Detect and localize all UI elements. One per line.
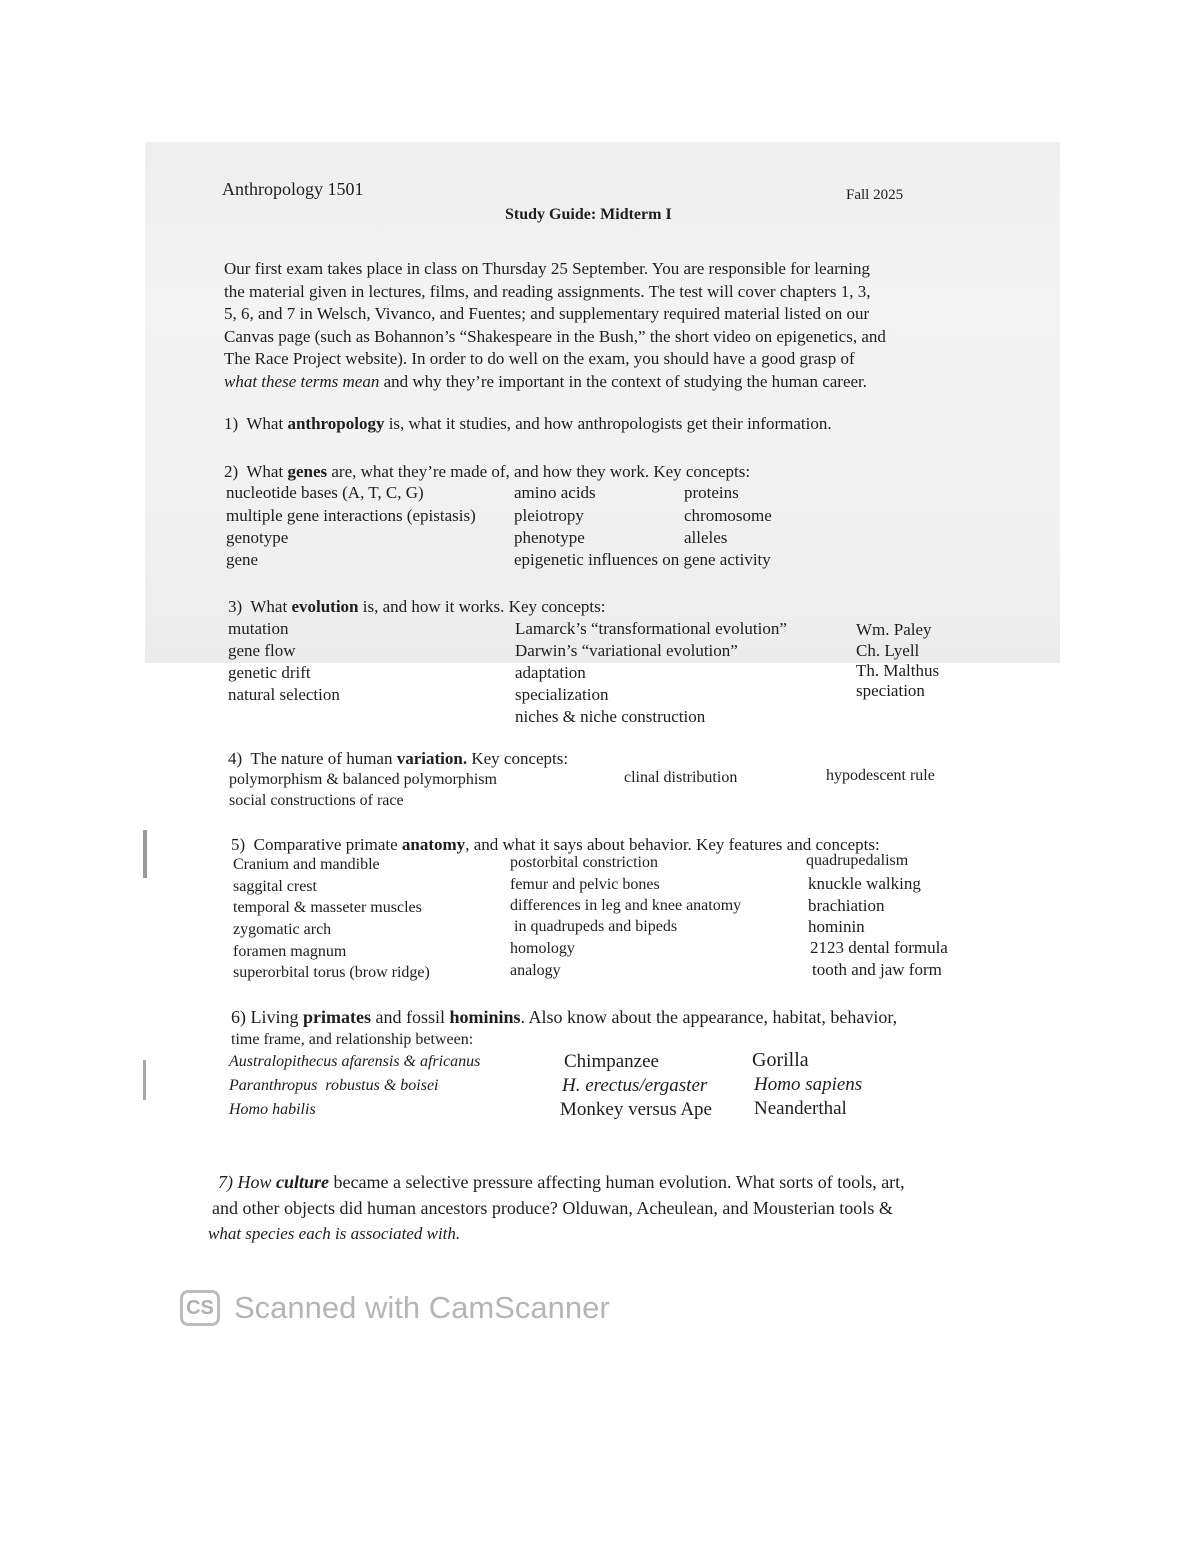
heading-text: is, what it studies, and how anthropologists get their information. (384, 414, 832, 433)
concept-item: Lamarck’s “transformational evolution” (515, 619, 787, 638)
concept-item: speciation (856, 681, 925, 700)
concept-item: genetic drift (228, 663, 311, 682)
intro-line: Our first exam takes place in class on Thursday 25 September. You are responsible for learning (224, 259, 870, 278)
concept-item: Homo sapiens (754, 1074, 863, 1095)
section-5-heading (231, 836, 880, 853)
heading-text: is, and how it works. Key concepts: (358, 597, 606, 616)
concept-item: phenotype (514, 528, 585, 547)
heading-text: What (246, 414, 288, 433)
heading-text: . Also know about the appearance, habitat, behavior, (520, 1007, 898, 1027)
section-7-line-1 (218, 1173, 905, 1191)
concept-item: zygomatic arch (233, 921, 332, 938)
section-6-subheading: time frame, and relationship between: (231, 1031, 474, 1048)
heading-keyword: primates (303, 1007, 371, 1027)
section-number: 5) (231, 835, 246, 854)
heading-text: are, what they’re made of, and how they work. Key concepts: (327, 462, 751, 481)
heading-keyword: evolution (291, 597, 359, 616)
concept-item: postorbital constriction (510, 854, 658, 871)
intro-line: Canvas page (such as Bohannon’s “Shakespeare in the Bush,” the short video on epigenetics, and (224, 326, 886, 346)
heading-keyword: anatomy (401, 835, 466, 854)
camscanner-watermark: Scanned with CamScanner (234, 1290, 610, 1325)
heading-text: and fossil (370, 1007, 450, 1027)
concept-item: alleles (684, 528, 728, 547)
heading-text: , and what it says about behavior. Key features and concepts: (465, 835, 880, 854)
concept-item: brachiation (808, 896, 885, 915)
concept-item: niches & niche construction (515, 707, 706, 726)
concept-item: pleiotropy (514, 506, 584, 525)
concept-item: saggital crest (233, 878, 317, 895)
heading-keyword: anthropology (287, 414, 385, 433)
concept-item: Homo habilis (229, 1101, 316, 1118)
section-3-heading (228, 598, 605, 615)
concept-item: Ch. Lyell (856, 641, 920, 660)
concept-item: 2123 dental formula (810, 938, 948, 957)
concept-item: amino acids (514, 483, 596, 502)
heading-keyword: genes (287, 462, 328, 481)
concept-item: genotype (226, 528, 289, 547)
concept-item: mutation (228, 619, 289, 638)
heading-text: What (246, 462, 288, 481)
scan-edge-mark (143, 1060, 146, 1100)
camscanner-logo-icon: CS (180, 1290, 220, 1326)
intro-paragraph (224, 258, 954, 393)
term-label: Fall 2025 (846, 187, 904, 203)
concept-item: Darwin’s “variational evolution” (515, 641, 738, 660)
concept-item: gene (226, 550, 259, 569)
concept-item: epigenetic influences on gene activity (514, 550, 771, 569)
concept-item: social constructions of race (229, 792, 404, 809)
heading-keyword: variation. (396, 749, 468, 768)
concept-item: analogy (510, 962, 561, 979)
heading-text: became a selective pressure affecting human evolution. What sorts of tools, art, (329, 1172, 905, 1192)
concept-item: clinal distribution (624, 769, 738, 786)
concept-item: Australopithecus afarensis & africanus (229, 1053, 481, 1070)
heading-keyword: culture (276, 1172, 330, 1192)
concept-item: differences in leg and knee anatomy (510, 897, 742, 914)
section-6-heading (231, 1008, 897, 1026)
concept-item: foramen magnum (233, 943, 347, 960)
concept-item: natural selection (228, 685, 340, 704)
concept-item: temporal & masseter muscles (233, 899, 422, 916)
concept-item: superorbital torus (brow ridge) (233, 964, 430, 981)
heading-text: Key concepts: (467, 749, 569, 768)
heading-text: What (250, 597, 292, 616)
intro-line: the material given in lectures, films, and reading assignments. The test will cover chapters 1, 3, (224, 281, 871, 301)
concept-item: Neanderthal (754, 1098, 847, 1119)
concept-item: homology (510, 940, 575, 957)
intro-line: The Race Project website). In order to do well on the exam, you should have a good grasp of (224, 349, 855, 368)
intro-line (224, 371, 954, 394)
heading-text: Comparative primate (253, 835, 402, 854)
intro-line-rest: and why they’re important in the context of studying the human career. (379, 371, 868, 391)
page-title: Study Guide: Midterm I (505, 206, 672, 223)
section-4-heading (228, 750, 568, 767)
concept-item: Paranthropus robustus & boisei (229, 1077, 439, 1094)
intro-emphasis: what these terms mean (224, 371, 380, 391)
concept-item: polymorphism & balanced polymorphism (229, 771, 497, 788)
section-number: 1) (224, 414, 239, 433)
concept-item: Th. Malthus (856, 661, 940, 680)
concept-item: H. erectus/ergaster (562, 1075, 708, 1096)
concept-item: in quadrupeds and bipeds (510, 918, 678, 935)
heading-text: The nature of human (250, 749, 397, 768)
concept-item: specialization (515, 685, 609, 704)
section-1-heading (224, 415, 832, 432)
concept-item: proteins (684, 483, 739, 502)
concept-item: Cranium and mandible (233, 856, 380, 873)
concept-item: adaptation (515, 663, 586, 682)
section-7-line-3: what species each is associated with. (208, 1224, 461, 1243)
heading-keyword: hominins (449, 1007, 521, 1027)
concept-item: quadrupedalism (806, 852, 909, 869)
concept-item: Wm. Paley (856, 620, 932, 639)
concept-item: tooth and jaw form (812, 960, 942, 979)
concept-item: Gorilla (752, 1049, 809, 1071)
section-2-heading (224, 463, 750, 480)
concept-item: nucleotide bases (A, T, C, G) (226, 483, 424, 502)
concept-item: Chimpanzee (564, 1051, 659, 1072)
intro-line: 5, 6, and 7 in Welsch, Vivanco, and Fuentes; and supplementary required material listed on our (224, 304, 870, 323)
concept-item: chromosome (684, 506, 772, 525)
section-number: 2) (224, 462, 239, 481)
section-number: 3) (228, 597, 243, 616)
scan-edge-mark (143, 830, 147, 878)
heading-text: How (237, 1172, 277, 1192)
concept-item: hominin (808, 917, 865, 936)
concept-item: knuckle walking (808, 874, 921, 893)
concept-item: Monkey versus Ape (560, 1099, 712, 1120)
concept-item: femur and pelvic bones (510, 876, 660, 893)
section-number: 7) (218, 1172, 233, 1192)
concept-item: multiple gene interactions (epistasis) (226, 506, 476, 525)
heading-text: Living (250, 1007, 303, 1027)
section-number: 4) (228, 749, 243, 768)
section-7-line-2: and other objects did human ancestors produce? Olduwan, Acheulean, and Mousterian tools & (212, 1198, 893, 1218)
concept-item: gene flow (228, 641, 296, 660)
concept-item: hypodescent rule (826, 767, 935, 784)
course-title: Anthropology 1501 (222, 179, 364, 199)
section-number: 6) (231, 1007, 246, 1027)
